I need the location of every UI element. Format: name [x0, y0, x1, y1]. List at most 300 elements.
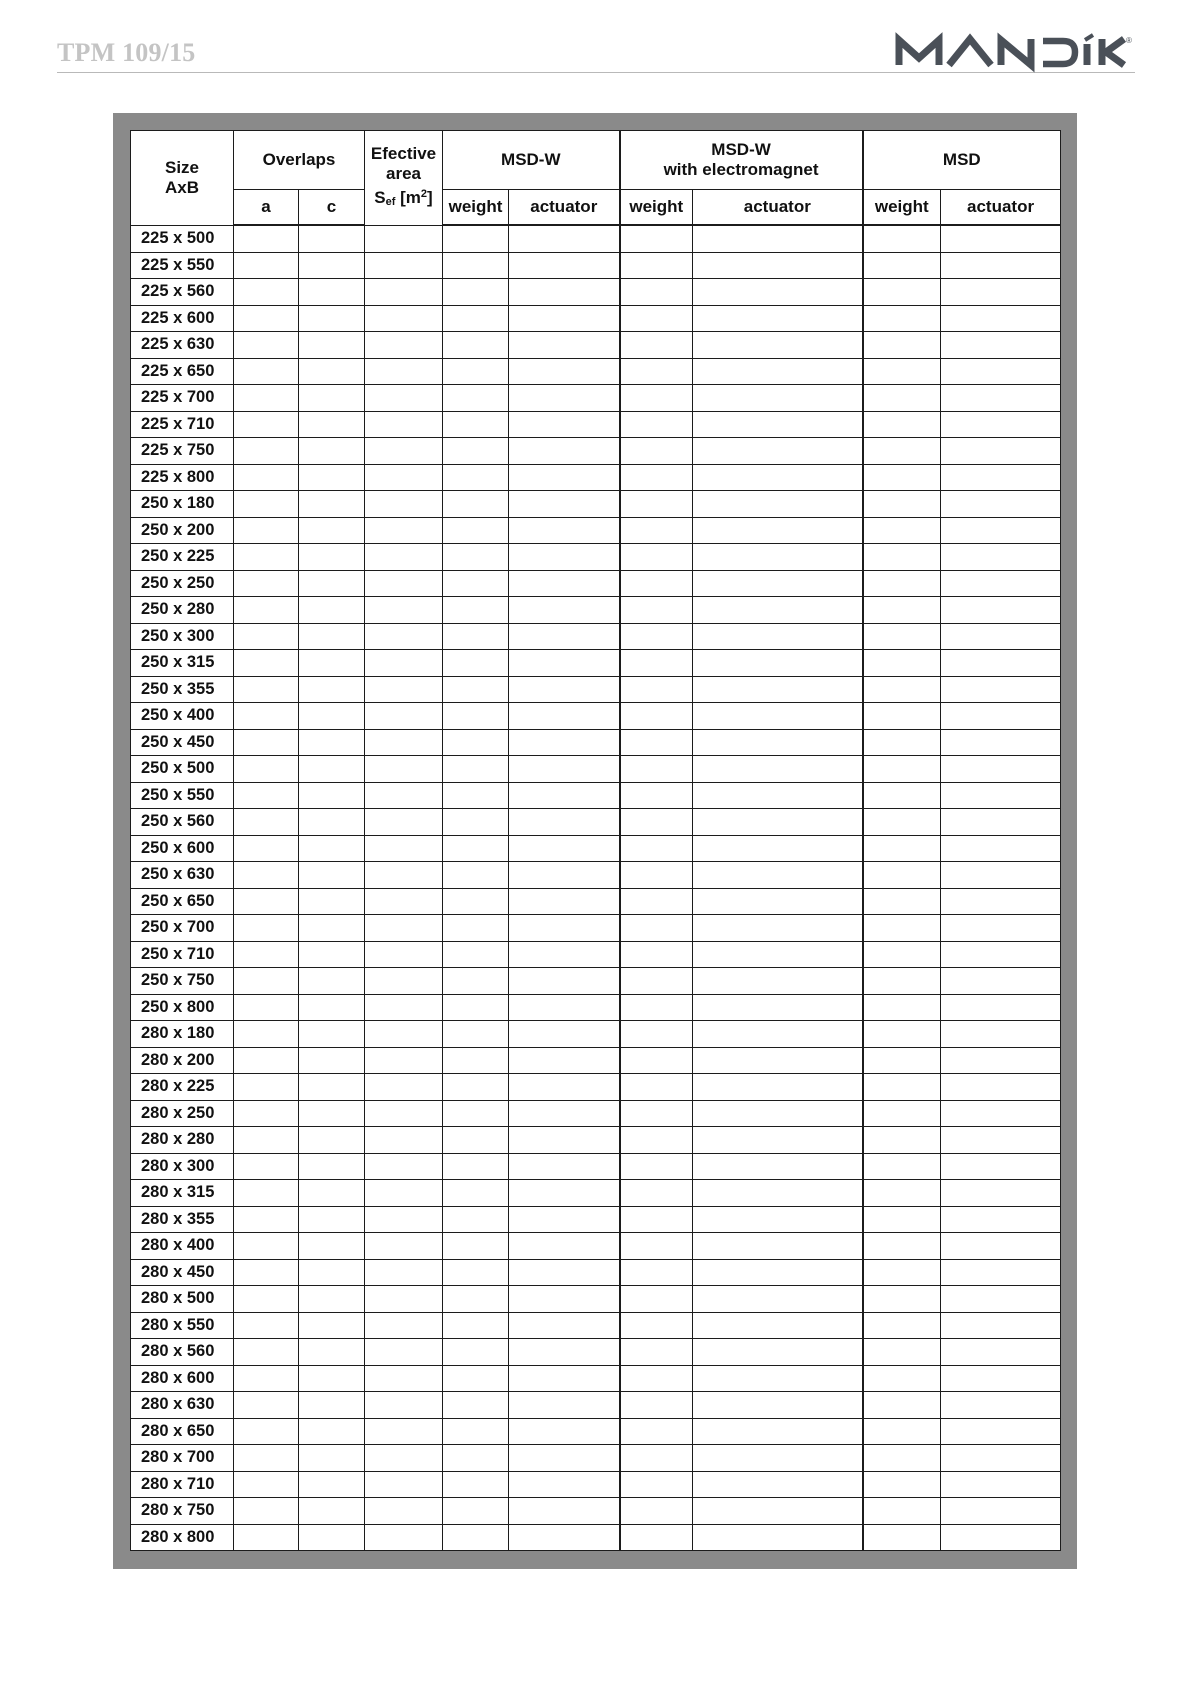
msdw-actuator-cell: [509, 1233, 620, 1260]
msd-actuator-cell: [941, 597, 1061, 624]
table-row: [131, 676, 1061, 703]
effective-area-cell: [365, 570, 443, 597]
overlap-a-cell: [234, 544, 299, 571]
overlap-c-cell: [299, 411, 365, 438]
size-cell: 225 x 550: [131, 252, 234, 279]
overlap-a-cell: [234, 968, 299, 995]
size-cell: 280 x 650: [131, 1418, 234, 1445]
overlap-c-cell: [299, 941, 365, 968]
effective-area-cell: [365, 756, 443, 783]
overlap-a-cell: [234, 994, 299, 1021]
overlap-c-cell: [299, 1524, 365, 1551]
overlap-c-cell: [299, 1180, 365, 1207]
msdwem-weight-cell: [620, 411, 693, 438]
msdwem-actuator-cell: [693, 756, 863, 783]
msdw-actuator-cell: [509, 1127, 620, 1154]
table-row: [131, 1047, 1061, 1074]
msd-actuator-cell: [941, 1206, 1061, 1233]
msd-weight-cell: [863, 1127, 941, 1154]
registered-mark: ®: [1126, 36, 1132, 45]
msd-actuator-cell: [941, 1498, 1061, 1525]
msd-weight-cell: [863, 305, 941, 332]
msd-actuator-cell: [941, 1233, 1061, 1260]
msdwem-weight-cell: [620, 1339, 693, 1366]
msdw-weight-cell: [443, 570, 509, 597]
msdwem-weight-cell: [620, 332, 693, 359]
msdw-weight-cell: [443, 650, 509, 677]
msd-weight-cell: [863, 1047, 941, 1074]
msdwem-weight-cell: [620, 862, 693, 889]
msdw-actuator-cell: [509, 1418, 620, 1445]
table-row: [131, 1021, 1061, 1048]
msdw-weight-cell: [443, 941, 509, 968]
overlap-c-cell: [299, 703, 365, 730]
msdw-actuator-cell: [509, 1365, 620, 1392]
msdw-weight-cell: [443, 544, 509, 571]
msd-actuator-cell: [941, 464, 1061, 491]
msdwem-actuator-cell: [693, 1418, 863, 1445]
msdwem-actuator-cell: [693, 1498, 863, 1525]
overlap-c-cell: [299, 1206, 365, 1233]
msdw-actuator-cell: [509, 225, 620, 252]
msd-actuator-cell: [941, 1471, 1061, 1498]
table-row: [131, 1153, 1061, 1180]
msdwem-weight-cell: [620, 1259, 693, 1286]
msdwem-weight-cell: [620, 1524, 693, 1551]
msdw-actuator-cell: [509, 252, 620, 279]
overlap-a-cell: [234, 385, 299, 412]
msdwem-actuator-cell: [693, 1047, 863, 1074]
table-row: [131, 941, 1061, 968]
msd-weight-cell: [863, 1471, 941, 1498]
overlap-c-cell: [299, 1074, 365, 1101]
overlap-a-cell: [234, 279, 299, 306]
msd-weight-cell: [863, 1153, 941, 1180]
size-cell: 250 x 500: [131, 756, 234, 783]
size-cell: 225 x 750: [131, 438, 234, 465]
msd-weight-cell: [863, 225, 941, 252]
msdw-actuator-cell: [509, 703, 620, 730]
msdw-actuator-cell: [509, 1312, 620, 1339]
msdw-weight-cell: [443, 1180, 509, 1207]
msdwem-actuator-cell: [693, 862, 863, 889]
effective-area-cell: [365, 968, 443, 995]
msdwem-weight-cell: [620, 1206, 693, 1233]
size-cell: 280 x 560: [131, 1339, 234, 1366]
msd-actuator-cell: [941, 1047, 1061, 1074]
effective-area-cell: [365, 305, 443, 332]
msdwem-weight-cell: [620, 279, 693, 306]
header-msdw-weight: weight: [443, 190, 509, 226]
msd-actuator-cell: [941, 225, 1061, 252]
msdwem-actuator-cell: [693, 1286, 863, 1313]
msdwem-weight-cell: [620, 252, 693, 279]
size-cell: 280 x 750: [131, 1498, 234, 1525]
msdw-actuator-cell: [509, 782, 620, 809]
overlap-c-cell: [299, 1365, 365, 1392]
msdwem-weight-cell: [620, 358, 693, 385]
msd-actuator-cell: [941, 1180, 1061, 1207]
table-row: [131, 782, 1061, 809]
overlap-a-cell: [234, 1021, 299, 1048]
msd-weight-cell: [863, 888, 941, 915]
table-row: [131, 1100, 1061, 1127]
msdwem-actuator-cell: [693, 835, 863, 862]
msd-actuator-cell: [941, 491, 1061, 518]
effective-area-cell: [365, 782, 443, 809]
msd-weight-cell: [863, 438, 941, 465]
effective-area-cell: [365, 1127, 443, 1154]
effective-area-cell: [365, 623, 443, 650]
size-cell: 280 x 700: [131, 1445, 234, 1472]
msdw-weight-cell: [443, 676, 509, 703]
effective-area-cell: [365, 517, 443, 544]
msdwem-actuator-cell: [693, 1180, 863, 1207]
page-header: [57, 34, 1135, 73]
msdwem-weight-cell: [620, 305, 693, 332]
msdw-actuator-cell: [509, 1100, 620, 1127]
msdwem-weight-cell: [620, 1074, 693, 1101]
overlap-a-cell: [234, 1047, 299, 1074]
msd-weight-cell: [863, 517, 941, 544]
size-cell: 250 x 180: [131, 491, 234, 518]
table-row: [131, 1074, 1061, 1101]
msdw-weight-cell: [443, 623, 509, 650]
msd-actuator-cell: [941, 1127, 1061, 1154]
msd-actuator-cell: [941, 809, 1061, 836]
msdw-weight-cell: [443, 1498, 509, 1525]
msdw-actuator-cell: [509, 862, 620, 889]
overlap-a-cell: [234, 941, 299, 968]
size-cell: 250 x 750: [131, 968, 234, 995]
table-row: [131, 1127, 1061, 1154]
effective-area-cell: [365, 703, 443, 730]
msdwem-weight-cell: [620, 225, 693, 252]
msdw-actuator-cell: [509, 1286, 620, 1313]
msdwem-weight-cell: [620, 650, 693, 677]
effective-area-cell: [365, 597, 443, 624]
msdw-actuator-cell: [509, 305, 620, 332]
msdwem-actuator-cell: [693, 1339, 863, 1366]
msd-actuator-cell: [941, 252, 1061, 279]
msdwem-actuator-cell: [693, 1100, 863, 1127]
msdwem-weight-cell: [620, 994, 693, 1021]
table-row: [131, 570, 1061, 597]
table-row: [131, 1524, 1061, 1551]
msdw-weight-cell: [443, 411, 509, 438]
overlap-c-cell: [299, 491, 365, 518]
msdwem-weight-cell: [620, 438, 693, 465]
size-cell: 250 x 450: [131, 729, 234, 756]
size-cell: 250 x 315: [131, 650, 234, 677]
overlap-c-cell: [299, 756, 365, 783]
header-effective-area: Efective area Sef $[m^2]$: [365, 131, 443, 226]
msd-actuator-cell: [941, 1021, 1061, 1048]
msd-weight-cell: [863, 1021, 941, 1048]
msdwem-actuator-cell: [693, 1233, 863, 1260]
table-row: [131, 968, 1061, 995]
overlap-a-cell: [234, 438, 299, 465]
effective-area-cell: [365, 225, 443, 252]
msdw-weight-cell: [443, 1365, 509, 1392]
effective-area-cell: [365, 252, 443, 279]
overlap-c-cell: [299, 1498, 365, 1525]
table-row: [131, 517, 1061, 544]
effective-area-cell: [365, 279, 443, 306]
table-row: [131, 438, 1061, 465]
msdw-weight-cell: [443, 1524, 509, 1551]
msd-weight-cell: [863, 385, 941, 412]
msdwem-weight-cell: [620, 835, 693, 862]
table-row: [131, 1206, 1061, 1233]
overlap-a-cell: [234, 835, 299, 862]
overlap-c-cell: [299, 305, 365, 332]
msdw-weight-cell: [443, 703, 509, 730]
msdwem-actuator-cell: [693, 809, 863, 836]
msdw-actuator-cell: [509, 1047, 620, 1074]
msdw-actuator-cell: [509, 835, 620, 862]
msdw-weight-cell: [443, 835, 509, 862]
msd-actuator-cell: [941, 279, 1061, 306]
overlap-a-cell: [234, 1471, 299, 1498]
msd-weight-cell: [863, 1339, 941, 1366]
overlap-c-cell: [299, 782, 365, 809]
effective-area-cell: [365, 411, 443, 438]
msdwem-weight-cell: [620, 809, 693, 836]
msdw-actuator-cell: [509, 1339, 620, 1366]
size-cell: 280 x 280: [131, 1127, 234, 1154]
msdwem-actuator-cell: [693, 623, 863, 650]
table-row: [131, 835, 1061, 862]
msd-weight-cell: [863, 1365, 941, 1392]
table-row: [131, 729, 1061, 756]
msdwem-actuator-cell: [693, 1524, 863, 1551]
overlap-a-cell: [234, 1074, 299, 1101]
header-size: Size AxB: [131, 131, 234, 226]
msdwem-actuator-cell: [693, 650, 863, 677]
msdw-weight-cell: [443, 252, 509, 279]
msdw-actuator-cell: [509, 1524, 620, 1551]
msdwem-weight-cell: [620, 782, 693, 809]
overlap-a-cell: [234, 225, 299, 252]
header-msd: MSD: [863, 131, 1061, 190]
size-cell: 280 x 355: [131, 1206, 234, 1233]
msdwem-actuator-cell: [693, 1471, 863, 1498]
effective-area-cell: [365, 1047, 443, 1074]
msd-actuator-cell: [941, 862, 1061, 889]
overlap-c-cell: [299, 1127, 365, 1154]
document-code: TPM 109/15: [57, 38, 196, 67]
effective-area-cell: [365, 332, 443, 359]
msd-weight-cell: [863, 676, 941, 703]
msd-weight-cell: [863, 1312, 941, 1339]
effective-area-cell: [365, 358, 443, 385]
msdw-weight-cell: [443, 1339, 509, 1366]
msdwem-actuator-cell: [693, 438, 863, 465]
header-overlap-a: a: [234, 190, 299, 226]
msdw-actuator-cell: [509, 491, 620, 518]
size-cell: 250 x 300: [131, 623, 234, 650]
msd-weight-cell: [863, 1206, 941, 1233]
header-msd-actuator: actuator: [941, 190, 1061, 226]
msdw-actuator-cell: [509, 1471, 620, 1498]
msdw-weight-cell: [443, 597, 509, 624]
msd-actuator-cell: [941, 1100, 1061, 1127]
msd-actuator-cell: [941, 1074, 1061, 1101]
overlap-a-cell: [234, 1339, 299, 1366]
msd-actuator-cell: [941, 968, 1061, 995]
effective-area-cell: [365, 464, 443, 491]
msd-weight-cell: [863, 1392, 941, 1419]
msdw-actuator-cell: [509, 1180, 620, 1207]
msd-weight-cell: [863, 332, 941, 359]
msdw-weight-cell: [443, 1418, 509, 1445]
overlap-a-cell: [234, 1365, 299, 1392]
table-row: [131, 756, 1061, 783]
table-row: [131, 888, 1061, 915]
msdw-actuator-cell: [509, 332, 620, 359]
overlap-c-cell: [299, 385, 365, 412]
msdwem-actuator-cell: [693, 703, 863, 730]
msdw-weight-cell: [443, 358, 509, 385]
overlap-c-cell: [299, 225, 365, 252]
table-row: [131, 1259, 1061, 1286]
msd-actuator-cell: [941, 1259, 1061, 1286]
msdwem-actuator-cell: [693, 888, 863, 915]
msd-weight-cell: [863, 650, 941, 677]
msdw-actuator-cell: [509, 729, 620, 756]
table-row: [131, 597, 1061, 624]
msd-actuator-cell: [941, 411, 1061, 438]
overlap-c-cell: [299, 1471, 365, 1498]
msd-weight-cell: [863, 491, 941, 518]
overlap-a-cell: [234, 623, 299, 650]
msd-actuator-cell: [941, 358, 1061, 385]
msdw-weight-cell: [443, 1153, 509, 1180]
effective-area-cell: [365, 1259, 443, 1286]
size-cell: 250 x 225: [131, 544, 234, 571]
msdwem-actuator-cell: [693, 385, 863, 412]
overlap-a-cell: [234, 1392, 299, 1419]
msdwem-actuator-cell: [693, 252, 863, 279]
effective-area-cell: [365, 1153, 443, 1180]
msdwem-weight-cell: [620, 491, 693, 518]
effective-area-cell: [365, 994, 443, 1021]
effective-area-cell: [365, 1365, 443, 1392]
effective-area-cell: [365, 676, 443, 703]
msdwem-actuator-cell: [693, 1127, 863, 1154]
effective-area-cell: [365, 438, 443, 465]
msdwem-weight-cell: [620, 1498, 693, 1525]
effective-area-cell: [365, 1392, 443, 1419]
effective-area-cell: [365, 888, 443, 915]
msdw-weight-cell: [443, 1127, 509, 1154]
msdw-actuator-cell: [509, 1153, 620, 1180]
table-row: [131, 1445, 1061, 1472]
msd-weight-cell: [863, 1418, 941, 1445]
msdw-weight-cell: [443, 1286, 509, 1313]
overlap-a-cell: [234, 809, 299, 836]
size-cell: 280 x 250: [131, 1100, 234, 1127]
msd-weight-cell: [863, 252, 941, 279]
overlap-c-cell: [299, 358, 365, 385]
msdw-actuator-cell: [509, 1392, 620, 1419]
msdwem-weight-cell: [620, 941, 693, 968]
msdw-weight-cell: [443, 994, 509, 1021]
size-cell: 280 x 400: [131, 1233, 234, 1260]
msdwem-actuator-cell: [693, 279, 863, 306]
overlap-a-cell: [234, 597, 299, 624]
msdw-weight-cell: [443, 1047, 509, 1074]
msdw-weight-cell: [443, 385, 509, 412]
msdwem-weight-cell: [620, 623, 693, 650]
overlap-c-cell: [299, 1418, 365, 1445]
effective-area-cell: [365, 941, 443, 968]
table-row: [131, 305, 1061, 332]
msdwem-weight-cell: [620, 676, 693, 703]
table-row: [131, 491, 1061, 518]
size-cell: 250 x 630: [131, 862, 234, 889]
msdw-weight-cell: [443, 1259, 509, 1286]
table-row: [131, 279, 1061, 306]
overlap-a-cell: [234, 1180, 299, 1207]
size-cell: 280 x 600: [131, 1365, 234, 1392]
header-msd-weight: weight: [863, 190, 941, 226]
size-cell: 250 x 650: [131, 888, 234, 915]
size-cell: 250 x 280: [131, 597, 234, 624]
overlap-c-cell: [299, 517, 365, 544]
effective-area-cell: [365, 729, 443, 756]
msdw-actuator-cell: [509, 1074, 620, 1101]
overlap-c-cell: [299, 915, 365, 942]
overlap-a-cell: [234, 888, 299, 915]
overlap-c-cell: [299, 570, 365, 597]
overlap-c-cell: [299, 1047, 365, 1074]
table-row: [131, 1233, 1061, 1260]
msd-weight-cell: [863, 597, 941, 624]
overlap-a-cell: [234, 1100, 299, 1127]
msdw-weight-cell: [443, 464, 509, 491]
overlap-a-cell: [234, 1312, 299, 1339]
table-row: [131, 411, 1061, 438]
overlap-c-cell: [299, 252, 365, 279]
msd-weight-cell: [863, 1233, 941, 1260]
overlap-c-cell: [299, 888, 365, 915]
size-cell: 225 x 500: [131, 225, 234, 252]
msdwem-weight-cell: [620, 1047, 693, 1074]
msd-actuator-cell: [941, 1445, 1061, 1472]
overlap-c-cell: [299, 968, 365, 995]
msd-actuator-cell: [941, 332, 1061, 359]
msdw-actuator-cell: [509, 968, 620, 995]
effective-area-cell: [365, 491, 443, 518]
table-row: [131, 544, 1061, 571]
msdwem-weight-cell: [620, 968, 693, 995]
msdwem-actuator-cell: [693, 1206, 863, 1233]
msd-weight-cell: [863, 570, 941, 597]
msd-weight-cell: [863, 941, 941, 968]
size-cell: 250 x 560: [131, 809, 234, 836]
overlap-a-cell: [234, 1498, 299, 1525]
msdw-actuator-cell: [509, 570, 620, 597]
table-row: [131, 1471, 1061, 1498]
overlap-a-cell: [234, 1445, 299, 1472]
msdwem-actuator-cell: [693, 941, 863, 968]
table-row: [131, 623, 1061, 650]
overlap-a-cell: [234, 1153, 299, 1180]
msdw-actuator-cell: [509, 1259, 620, 1286]
msdwem-actuator-cell: [693, 517, 863, 544]
